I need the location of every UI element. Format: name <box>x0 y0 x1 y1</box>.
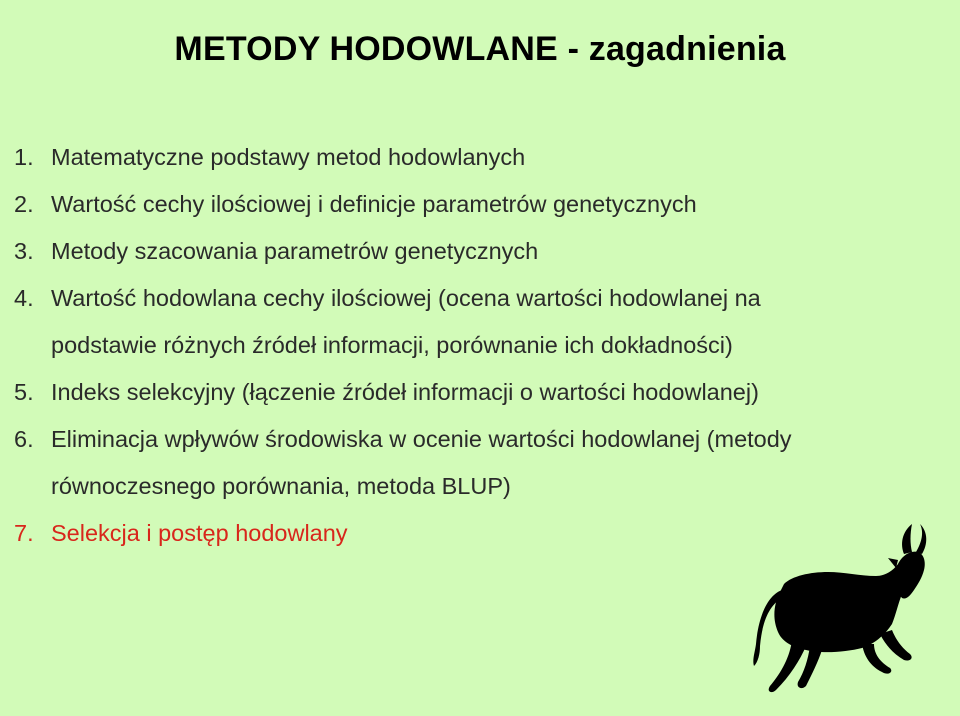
list-item <box>14 228 944 275</box>
item-number: 3. <box>14 238 34 264</box>
item-text <box>51 134 944 181</box>
item-text <box>51 369 944 416</box>
item-number: 1. <box>14 144 34 170</box>
list-item <box>14 181 944 228</box>
item-line: Wartość cechy ilościowej i definicje parametrów genetycznych <box>51 191 697 217</box>
item-line: Matematyczne podstawy metod hodowlanych <box>51 144 526 170</box>
item-line: Eliminacja wpływów środowiska w ocenie wartości hodowlanej (metody <box>51 426 792 452</box>
item-line: podstawie różnych źródeł informacji, porównanie ich dokładności) <box>51 332 733 358</box>
list-item <box>14 416 944 510</box>
item-line: równoczesnego porównania, metoda BLUP) <box>51 473 511 499</box>
list-item <box>14 275 944 369</box>
item-number: 5. <box>14 379 34 405</box>
item-number: 6. <box>14 426 34 452</box>
item-text <box>51 181 944 228</box>
item-text <box>51 275 944 369</box>
item-text <box>51 416 944 510</box>
item-number: 2. <box>14 191 34 217</box>
item-line: Selekcja i postęp hodowlany <box>51 520 348 546</box>
topic-list <box>14 134 944 557</box>
item-line: Metody szacowania parametrów genetycznych <box>51 238 539 264</box>
list-item <box>14 134 944 181</box>
item-line: Indeks selekcyjny (łączenie źródeł informacji o wartości hodowlanej) <box>51 379 759 405</box>
item-text <box>51 228 944 275</box>
slide-title: METODY HODOWLANE - zagadnienia <box>174 30 786 68</box>
item-number: 7. <box>14 520 34 546</box>
item-number: 4. <box>14 285 34 311</box>
list-item <box>14 369 944 416</box>
bull-silhouette-icon <box>752 520 928 696</box>
item-line: Wartość hodowlana cechy ilościowej (ocena wartości hodowlanej na <box>51 285 761 311</box>
